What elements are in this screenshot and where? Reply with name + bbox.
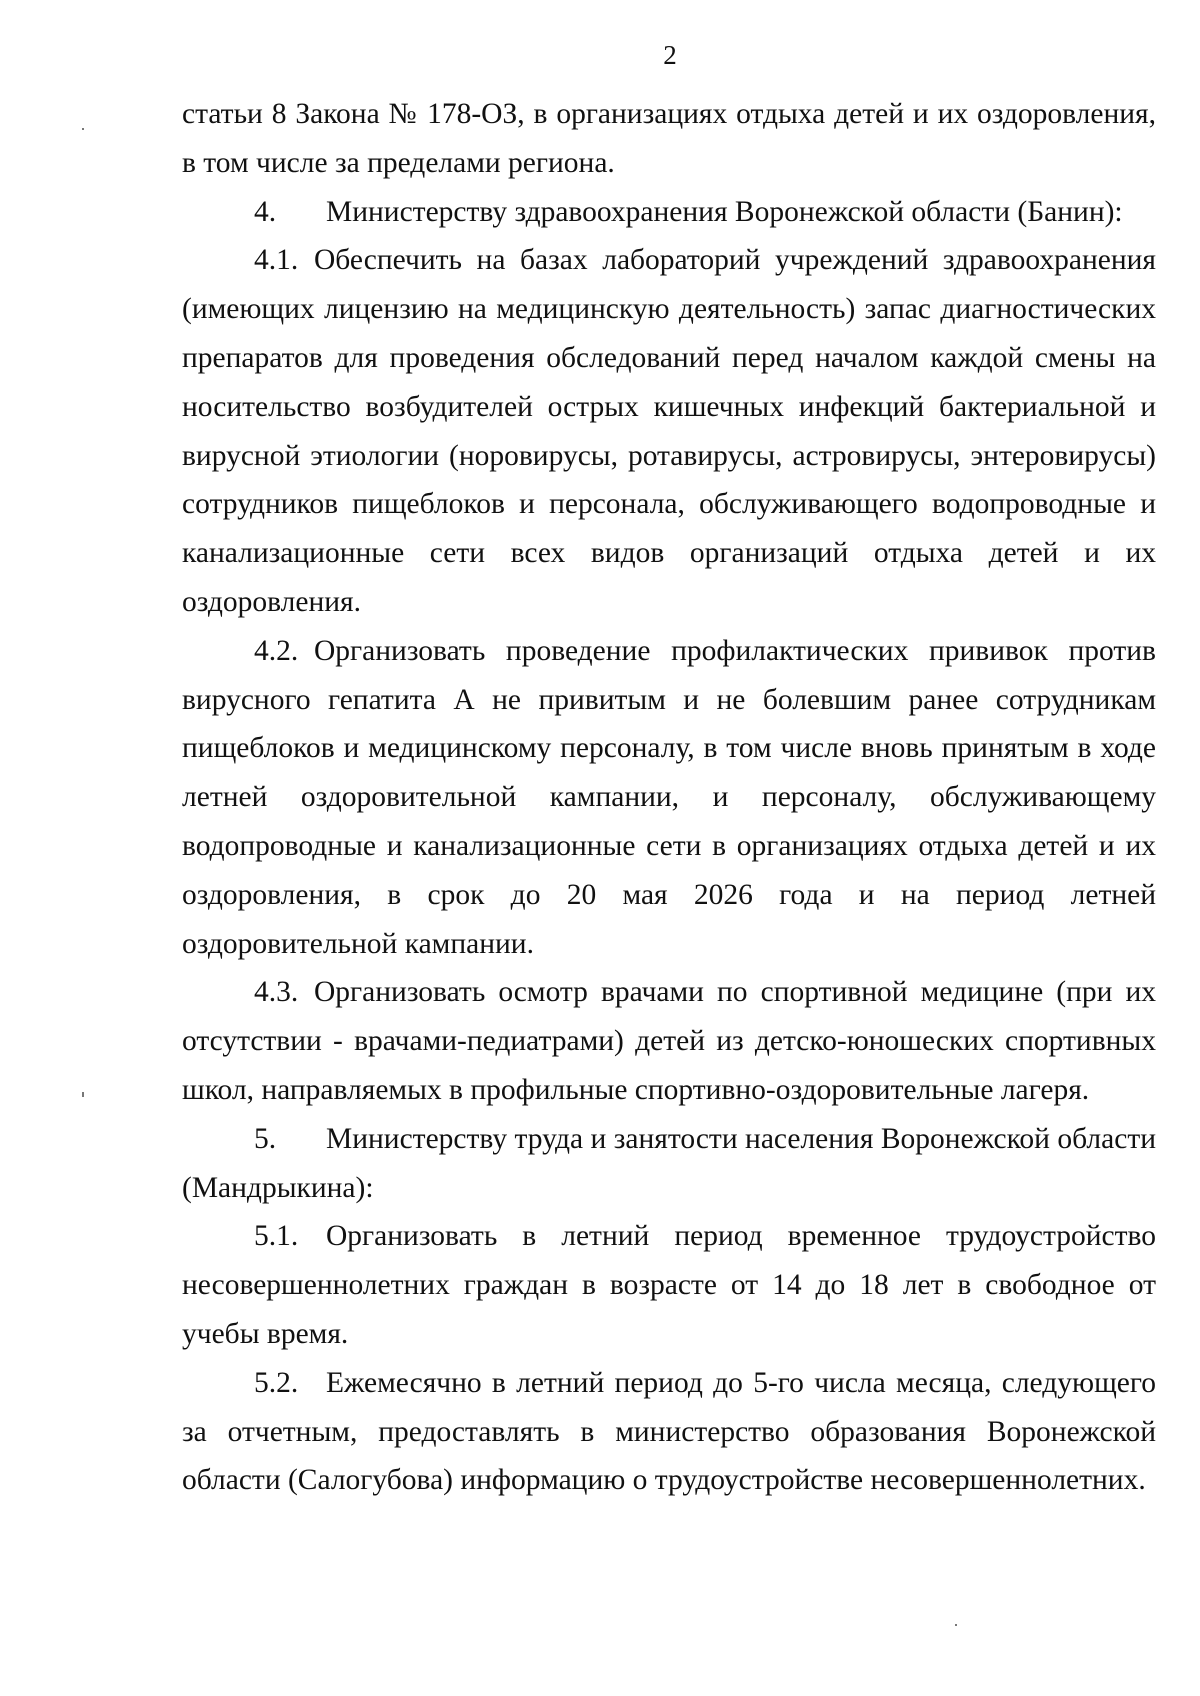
paragraph-text: Обеспечить на базах лабораторий учреждений здравоохранения (имеющих лицензию на медицинскую деятельность) запас диагностических препаратов для проведения обследований перед началом каждой смены на носительство возбудителей острых кишечных инфекций бактериальной и вирусной этиологии (норовирусы, ротавирусы, астровирусы, энтеровирусы) сотрудников пищеблоков и персонала, обслуживающего водопроводные и канализационные сети всех видов организаций отдыха детей и их оздоровления. bbox=[182, 244, 1156, 618]
paragraph-item-4 bbox=[182, 188, 1156, 237]
paragraph-text: Организовать в летний период временное трудоустройство несовершеннолетних граждан в возрасте от 14 до 18 лет в свободное от учебы время. bbox=[182, 1220, 1156, 1350]
item-number: 4. bbox=[254, 195, 277, 228]
item-number: 5.2. bbox=[254, 1366, 299, 1399]
paragraph-text: Ежемесячно в летний период до 5-го числа месяца, следующего за отчетным, предоставлять в министерство образования Воронежской области (Салогубова) информацию о трудоустройстве несовершеннолетних. bbox=[182, 1366, 1156, 1497]
paragraph-text: статьи 8 Закона № 178-ОЗ, в организациях отдыха детей и их оздоровления, в том числе за пределами региона. bbox=[182, 98, 1156, 179]
scan-speck bbox=[82, 1092, 84, 1097]
paragraph-item-5-1 bbox=[182, 1212, 1156, 1358]
paragraph-item-4-2 bbox=[182, 627, 1156, 969]
paragraph-text: Организовать проведение профилактических прививок против вирусного гепатита А не привитым и не болевшим ранее сотрудникам пищеблоков и медицинскому персоналу, в том числе вновь принятым в ходе летней оздоровительной кампании, и персоналу, обслуживающему водопроводные и канализационные сети в организациях отдыха детей и их оздоровления, в срок до 20 мая 2026 года и на период летней оздоровительной кампании. bbox=[182, 634, 1156, 960]
scan-speck bbox=[955, 1624, 957, 1626]
item-number: 4.3. bbox=[254, 976, 299, 1009]
paragraph-continuation bbox=[182, 90, 1156, 188]
paragraph-text: Организовать осмотр врачами по спортивной медицине (при их отсутствии - врачами-педиатрами) детей из детско-юношеских спортивных школ, направляемых в профильные спортивно-оздоровительные лагеря. bbox=[182, 976, 1156, 1106]
scan-speck bbox=[82, 128, 84, 130]
paragraph-text: Министерству труда и занятости населения Воронежской области (Мандрыкина): bbox=[182, 1122, 1156, 1204]
paragraph-text: Министерству здравоохранения Воронежской области (Банин): bbox=[326, 195, 1123, 228]
item-number: 5.1. bbox=[254, 1220, 299, 1253]
document-body bbox=[182, 90, 1156, 1505]
item-number: 5. bbox=[254, 1122, 277, 1155]
paragraph-item-5-2 bbox=[182, 1359, 1156, 1505]
paragraph-item-5 bbox=[182, 1115, 1156, 1213]
paragraph-item-4-3 bbox=[182, 968, 1156, 1114]
item-number: 4.2. bbox=[254, 634, 299, 667]
item-number: 4.1. bbox=[254, 244, 299, 277]
page-number: 2 bbox=[663, 40, 677, 70]
paragraph-item-4-1 bbox=[182, 236, 1156, 626]
